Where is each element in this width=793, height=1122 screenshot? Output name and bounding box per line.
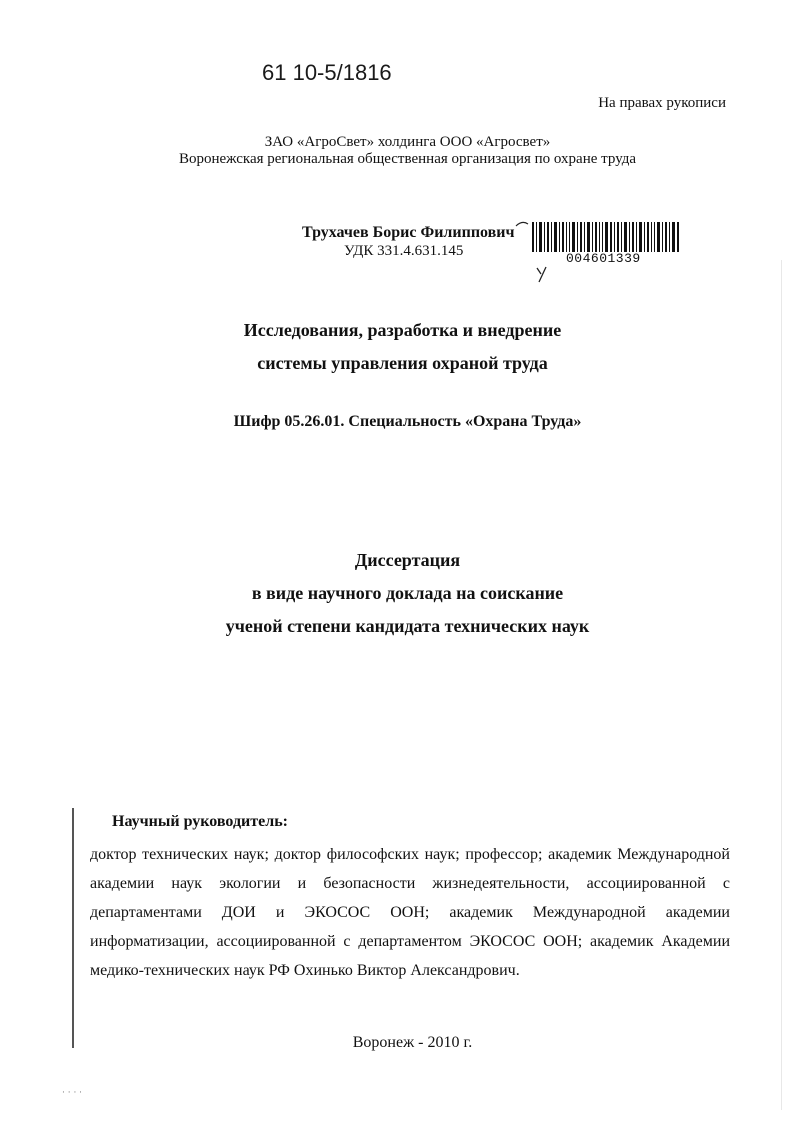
scan-artifact: · · · · [62, 1088, 83, 1098]
specialty-cipher: Шифр 05.26.01. Специальность «Охрана Труда» [233, 413, 582, 430]
margin-line [72, 808, 74, 1048]
organization-line-1: ЗАО «АгроСвет» холдинга ООО «Агросвет» [264, 134, 551, 150]
title-line-2: системы управления охраной труда [257, 353, 548, 373]
supervisor-label: Научный руководитель: [112, 813, 288, 830]
city-year: Воронеж - 2010 г. [352, 1034, 473, 1051]
dissertation-heading: Диссертация [354, 550, 461, 570]
dissertation-line-3: ученой степени кандидата технических наук [225, 616, 590, 636]
scan-edge-line [781, 260, 782, 1110]
rights-note: На правах рукописи [598, 95, 726, 111]
dissertation-line-2: в виде научного доклада на соискание [251, 583, 564, 603]
udk-code: УДК 331.4.631.145 [344, 243, 464, 259]
barcode-icon [514, 218, 684, 254]
organization-line-2: Воронежская региональная общественная организация по охране труда [178, 151, 637, 167]
author-name: Трухачев Борис Филиппович [302, 224, 515, 241]
barcode-number: 004601339 [566, 251, 641, 266]
archive-stamp-number: 61 10-5/1816 [262, 60, 392, 85]
handwritten-mark-icon [534, 264, 550, 284]
supervisor-description: доктор технических наук; доктор философских наук; профессор; академик Международной академии наук экологии и безопасности жизнедеятельности, ассоциированной с департаментами ДОИ и ЭКОСОС ООН; академик Международной академии информатизации, ассоциированной с департаментом ЭКОСОС ООН; академик Академии медико-технических наук РФ Охинько Виктор Александрович. [90, 846, 730, 979]
title-line-1: Исследования, разработка и внедрение [243, 320, 562, 340]
